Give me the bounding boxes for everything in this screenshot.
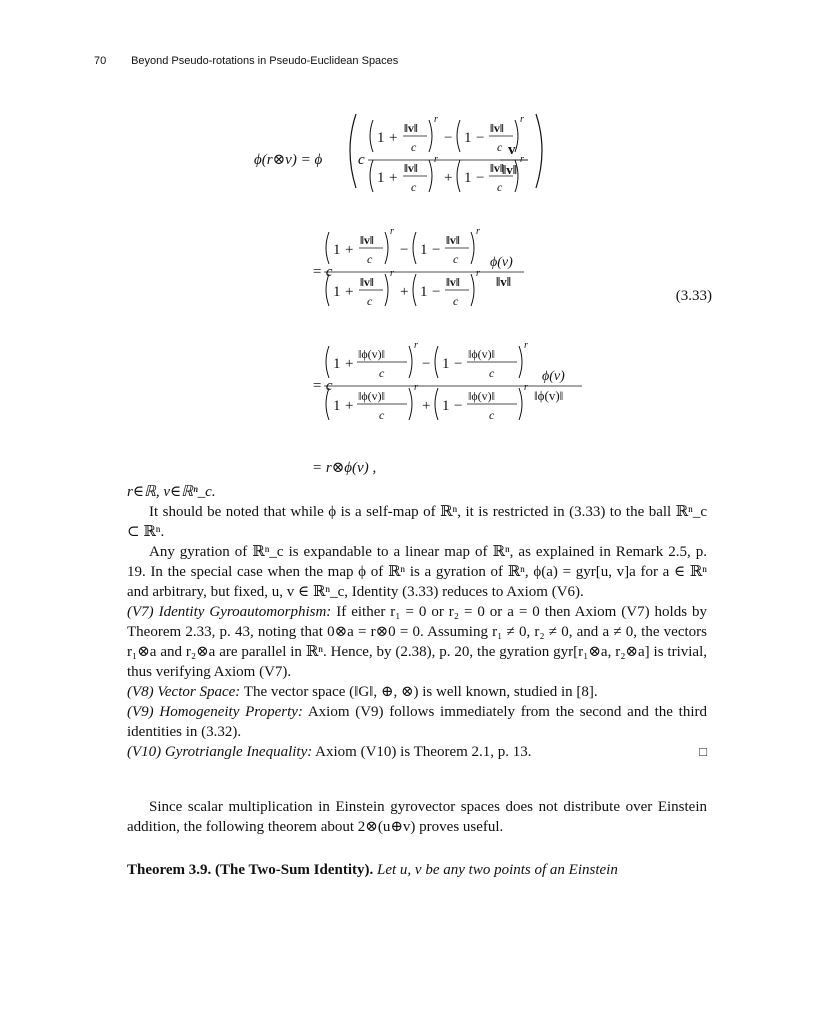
- svg-text:‖v‖: ‖v‖: [502, 162, 517, 177]
- svg-text:c: c: [497, 180, 503, 194]
- svg-text:1: 1: [420, 284, 428, 300]
- svg-text:+: +: [389, 130, 398, 146]
- svg-text:r: r: [476, 226, 480, 237]
- svg-text:ϕ(v): ϕ(v): [490, 255, 513, 270]
- eq-final: = r⊗ϕ(v) ,: [312, 460, 377, 476]
- svg-text:1: 1: [377, 130, 385, 146]
- theorem-text: Let u, v be any two points of an Einstein: [373, 862, 618, 878]
- svg-text:−: −: [400, 242, 409, 258]
- svg-text:r: r: [476, 268, 480, 279]
- svg-text:−: −: [432, 242, 441, 258]
- svg-text:r: r: [414, 340, 418, 351]
- svg-text:r: r: [390, 226, 394, 237]
- svg-text:r: r: [390, 268, 394, 279]
- svg-text:‖v‖: ‖v‖: [490, 121, 504, 135]
- paragraph-3: Since scalar multiplication in Einstein gyrovector spaces does not distribute over Einstein addition, the following theorem about 2⊗(u⊕v) proves useful.: [127, 799, 707, 835]
- svg-text:+: +: [389, 170, 398, 186]
- svg-text:1: 1: [333, 356, 341, 372]
- eq2-numerator: [326, 226, 480, 266]
- svg-text:r: r: [520, 114, 524, 125]
- svg-text:+: +: [345, 356, 354, 372]
- svg-text:‖v‖: ‖v‖: [404, 121, 418, 135]
- svg-text:‖ϕ(v)‖: ‖ϕ(v)‖: [358, 389, 386, 403]
- svg-text:c: c: [411, 140, 417, 154]
- eq-line2-prefix: = c: [312, 264, 333, 280]
- svg-text:c: c: [489, 366, 495, 380]
- svg-text:‖ϕ(v)‖: ‖ϕ(v)‖: [534, 388, 564, 403]
- svg-text:r: r: [434, 154, 438, 165]
- axiom-v10: (V10) Gyrotriangle Inequality: Axiom (V10) is Theorem 2.1, p. 13. □: [127, 744, 707, 760]
- svg-text:+: +: [400, 284, 409, 300]
- paragraph-1: It should be noted that while ϕ is a self-map of ℝⁿ, it is restricted in (3.33) to the ball ℝⁿ_c ⊂ ℝⁿ.: [127, 504, 707, 540]
- body-text: [127, 482, 707, 762]
- running-title: Beyond Pseudo-rotations in Pseudo-Euclidean Spaces: [131, 55, 399, 67]
- paragraph-2: Any gyration of ℝⁿ_c is expandable to a linear map of ℝⁿ, as explained in Remark 2.5, p. 19. In the special case when the map ϕ of ℝⁿ is a gyration of ℝⁿ, ϕ(a) = gyr[u, v]a for a ∈ ℝⁿ and arbitrary, but fixed, u, v ∈ ℝⁿ_c, Identity (3.33) reduces to Axiom (V6).: [127, 544, 707, 600]
- svg-text:‖v‖: ‖v‖: [496, 274, 511, 289]
- svg-text:‖v‖: ‖v‖: [446, 233, 460, 247]
- svg-text:‖v‖: ‖v‖: [404, 161, 418, 175]
- svg-text:c: c: [411, 180, 417, 194]
- eq1-numerator: [370, 114, 524, 154]
- svg-text:v: v: [508, 142, 516, 158]
- equation-number: (3.33): [675, 288, 712, 304]
- svg-text:r: r: [434, 114, 438, 125]
- svg-text:c: c: [379, 366, 385, 380]
- svg-text:−: −: [444, 130, 453, 146]
- equation-svg: [220, 100, 620, 505]
- svg-text:‖ϕ(v)‖: ‖ϕ(v)‖: [468, 347, 496, 361]
- axiom-v8: (V8) Vector Space: The vector space (‖G‖, ⊕, ⊗) is well known, studied in [8].: [127, 684, 598, 700]
- svg-text:+: +: [345, 242, 354, 258]
- theorem-3-9: [127, 860, 707, 880]
- svg-text:1: 1: [464, 170, 472, 186]
- qed-symbol: □: [699, 744, 707, 759]
- svg-text:c: c: [453, 294, 459, 308]
- svg-text:c: c: [497, 140, 503, 154]
- svg-text:1: 1: [442, 398, 450, 414]
- svg-text:1: 1: [333, 398, 341, 414]
- svg-text:‖v‖: ‖v‖: [490, 161, 504, 175]
- svg-text:1: 1: [377, 170, 385, 186]
- eq-line3-prefix: = c: [312, 378, 333, 394]
- svg-text:c: c: [367, 252, 373, 266]
- theorem-label: Theorem 3.9. (The Two-Sum Identity).: [127, 862, 374, 878]
- eq2-denominator: [326, 268, 480, 308]
- svg-text:1: 1: [464, 130, 472, 146]
- svg-text:+: +: [345, 398, 354, 414]
- eq3-numerator: [326, 340, 528, 380]
- body-text-2: [127, 797, 707, 837]
- svg-text:r: r: [520, 154, 524, 165]
- axiom-v7: (V7) Identity Gyroautomorphism: If either r₁ = 0 or r₂ = 0 or a = 0 then Axiom (V7) holds by Theorem 2.33, p. 43, noting that 0⊗a = r⊗0 = 0. Assuming r₁ ≠ 0, r₂ ≠ 0, and a ≠ 0, the vectors r₁⊗a and r₂⊗a are parallel in ℝⁿ. Hence, by (2.38), p. 20, the gyration gyr[r₁⊗a, r₂⊗a] is trivial, thus verifying Axiom (V7).: [127, 604, 707, 680]
- svg-text:−: −: [454, 356, 463, 372]
- eq3-denominator: [326, 382, 528, 422]
- svg-text:c: c: [489, 408, 495, 422]
- svg-text:1: 1: [442, 356, 450, 372]
- eq-lhs: ϕ(r⊗v) = ϕ: [254, 152, 323, 168]
- axiom-v9: (V9) Homogeneity Property: Axiom (V9) follows immediately from the second and the third identities in (3.32).: [127, 704, 707, 740]
- svg-text:−: −: [476, 130, 485, 146]
- svg-text:−: −: [476, 170, 485, 186]
- svg-text:−: −: [422, 356, 431, 372]
- svg-text:1: 1: [333, 242, 341, 258]
- svg-text:−: −: [454, 398, 463, 414]
- svg-text:‖ϕ(v)‖: ‖ϕ(v)‖: [358, 347, 386, 361]
- page-number: 70: [94, 55, 107, 67]
- svg-text:r: r: [524, 382, 528, 393]
- svg-text:r: r: [414, 382, 418, 393]
- svg-text:‖v‖: ‖v‖: [360, 275, 374, 289]
- svg-text:r: r: [524, 340, 528, 351]
- condition-line: r∈ℝ, v∈ℝⁿ_c.: [127, 484, 216, 500]
- svg-text:+: +: [345, 284, 354, 300]
- svg-text:1: 1: [333, 284, 341, 300]
- svg-text:‖v‖: ‖v‖: [360, 233, 374, 247]
- svg-text:ϕ(v): ϕ(v): [542, 369, 565, 384]
- equation-3-33: [220, 100, 620, 505]
- svg-text:‖ϕ(v)‖: ‖ϕ(v)‖: [468, 389, 496, 403]
- svg-text:1: 1: [420, 242, 428, 258]
- running-header: [94, 55, 398, 67]
- svg-text:−: −: [432, 284, 441, 300]
- svg-text:+: +: [444, 170, 453, 186]
- svg-text:c: c: [379, 408, 385, 422]
- svg-text:c: c: [453, 252, 459, 266]
- svg-text:‖v‖: ‖v‖: [446, 275, 460, 289]
- svg-text:c: c: [367, 294, 373, 308]
- eq-c-1: c: [358, 152, 365, 168]
- svg-text:+: +: [422, 398, 431, 414]
